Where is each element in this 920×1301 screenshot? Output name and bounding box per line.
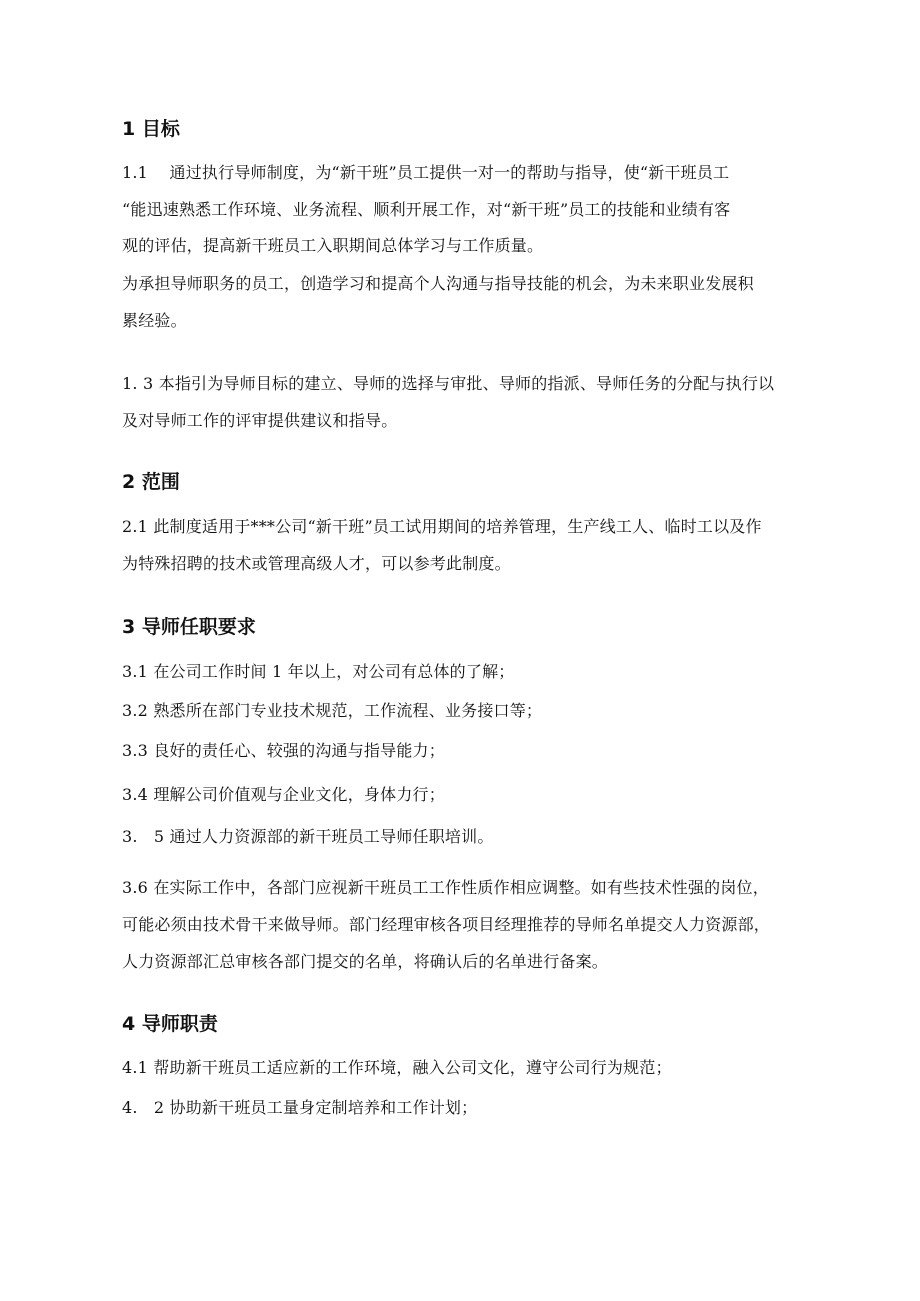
section-1-line-5: 累经验。 <box>122 311 187 330</box>
section-2-line-2: 为特殊招聘的技术或管理高级人才，可以参考此制度。 <box>122 554 511 573</box>
section-2-line-1: 2.1 此制度适用于***公司“新干班”员工试用期间的培养管理，生产线工人、临时工以及作 <box>122 517 762 536</box>
section-3-line-1: 3.1 在公司工作时间 1 年以上，对公司有总体的了解； <box>122 662 515 681</box>
section-1-line-6: 1. 3 本指引为导师目标的建立、导师的选择与审批、导师的指派、导师任务的分配与执行以 <box>122 374 775 393</box>
section-3-line-7: 可能必须由技术骨干来做导师。部门经理审核各项目经理推荐的导师名单提交人力资源部， <box>122 915 771 934</box>
section-heading-duties: 4 导师职责 <box>122 1013 218 1035</box>
section-3-line-2: 3.2 熟悉所在部门专业技术规范，工作流程、业务接口等； <box>122 701 543 720</box>
section-heading-requirements: 3 导师任职要求 <box>122 616 256 638</box>
section-4-line-2: 4. 2 协助新干班员工量身定制培养和工作计划； <box>122 1098 478 1117</box>
section-1-line-3: 观的评估，提高新干班员工入职期间总体学习与工作质量。 <box>122 236 544 255</box>
section-3-line-3: 3.3 良好的责任心、较强的沟通与指导能力； <box>122 741 445 760</box>
section-3-line-8: 人力资源部汇总审核各部门提交的名单，将确认后的名单进行备案。 <box>122 952 609 971</box>
section-1-line-7: 及对导师工作的评审提供建议和指导。 <box>122 411 398 430</box>
section-1-line-4: 为承担导师职务的员工，创造学习和提高个人沟通与指导技能的机会，为未来职业发展积 <box>122 274 754 293</box>
section-3-line-6: 3.6 在实际工作中，各部门应视新干班员工工作性质作相应调整。如有些技术性强的岗位， <box>122 878 769 897</box>
section-1-line-2: “能迅速熟悉工作环境、业务流程、顺利开展工作，对“新干班”员工的技能和业绩有客 <box>122 200 731 219</box>
section-heading-goal: 1 目标 <box>122 118 180 140</box>
section-heading-scope: 2 范围 <box>122 471 180 493</box>
section-3-line-5: 3. 5 通过人力资源部的新干班员工导师任职培训。 <box>122 827 494 846</box>
section-3-line-4: 3.4 理解公司价值观与企业文化，身体力行； <box>122 785 445 804</box>
section-4-line-1: 4.1 帮助新干班员工适应新的工作环境，融入公司文化，遵守公司行为规范； <box>122 1058 672 1077</box>
section-1-line-1: 1.1 通过执行导师制度，为“新干班”员工提供一对一的帮助与指导，使“新干班员工 <box>122 163 730 182</box>
